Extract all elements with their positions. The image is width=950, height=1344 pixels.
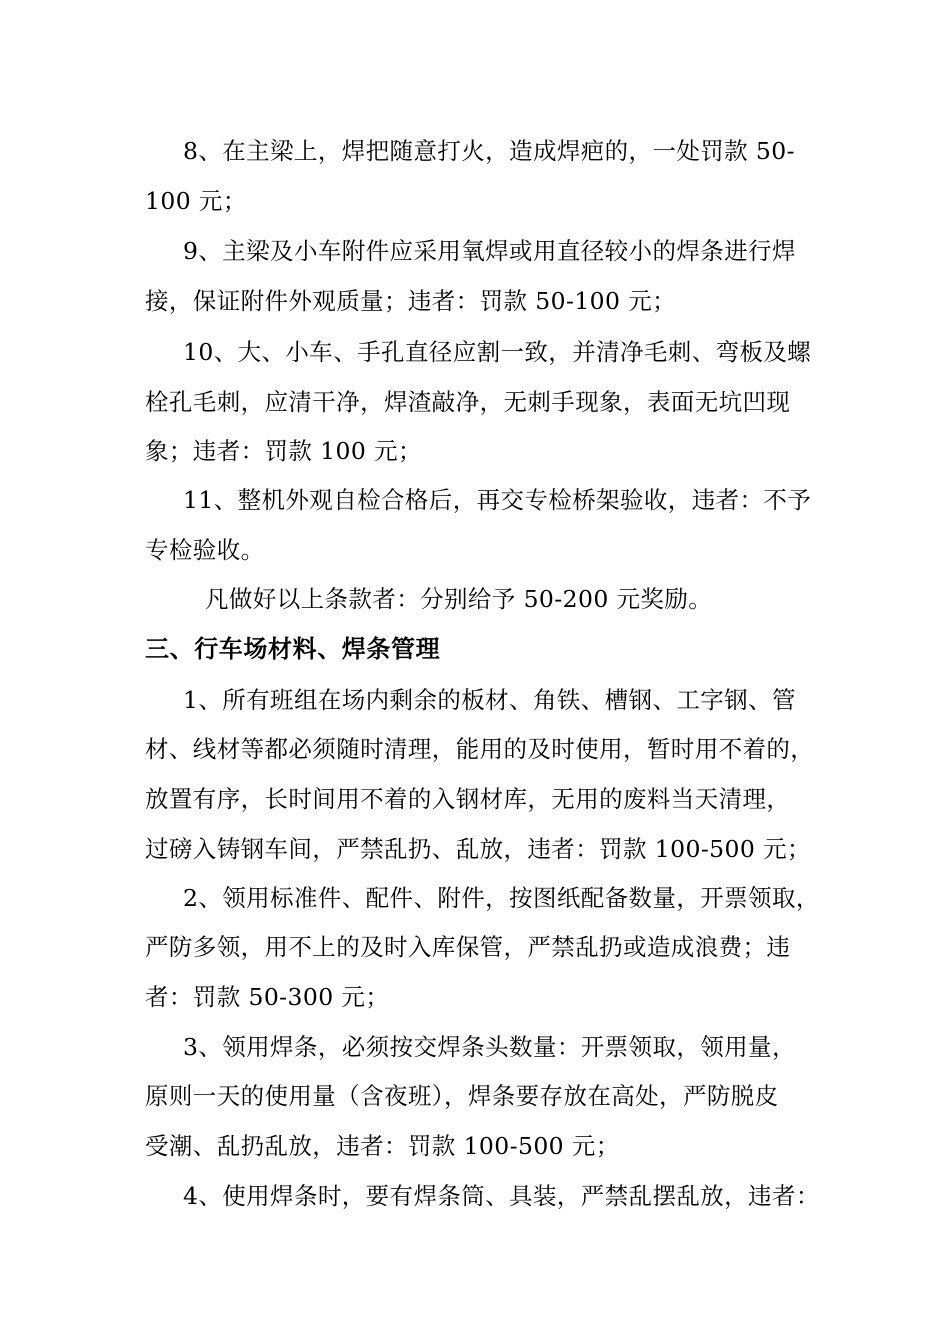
clause-10-line-1: 10、大、小车、手孔直径应割一致，并清净毛刺、弯板及螺 bbox=[183, 338, 812, 366]
material-clause-2-line-2: 严防多领，用不上的及时入库保管，严禁乱扔或造成浪费；违 bbox=[145, 933, 791, 961]
clause-11-line-2: 专检验收。 bbox=[145, 536, 265, 564]
material-clause-1-line-3: 放置有序，长时间用不着的入钢材库，无用的废料当天清理， bbox=[145, 785, 791, 813]
material-clause-3-line-2: 原则一天的使用量（含夜班），焊条要存放在高处，严防脱皮 bbox=[145, 1082, 779, 1110]
clause-8-line-2: 100 元； bbox=[145, 187, 247, 215]
clause-11-line-1: 11、整机外观自检合格后，再交专检桥架验收，违者：不予 bbox=[183, 486, 812, 514]
material-clause-2-line-3: 者：罚款 50-300 元； bbox=[145, 983, 390, 1011]
section-heading: 三、行车场材料、焊条管理 bbox=[145, 635, 441, 663]
reward-note: 凡做好以上条款者：分别给予 50-200 元奖励。 bbox=[205, 585, 713, 613]
material-clause-2-line-1: 2、领用标准件、配件、附件，按图纸配备数量，开票领取， bbox=[183, 884, 820, 912]
material-clause-3-line-3: 受潮、乱扔乱放，违者：罚款 100-500 元； bbox=[145, 1132, 620, 1160]
material-clause-3-line-1: 3、领用焊条，必须按交焊条头数量：开票领取，领用量， bbox=[183, 1033, 796, 1061]
clause-10-line-3: 象；违者：罚款 100 元； bbox=[145, 437, 422, 465]
clause-9-line-2: 接，保证附件外观质量；违者：罚款 50-100 元； bbox=[145, 287, 677, 315]
material-clause-1-line-1: 1、所有班组在场内剩余的板材、角铁、槽钢、工字钢、管 bbox=[183, 686, 796, 714]
material-clause-1-line-4: 过磅入铸钢车间，严禁乱扔、乱放，违者：罚款 100-500 元； bbox=[145, 835, 811, 863]
material-clause-1-line-2: 材、线材等都必须随时清理，能用的及时使用，暂时用不着的， bbox=[145, 735, 815, 763]
clause-9-line-1: 9、主梁及小车附件应采用氧焊或用直径较小的焊条进行焊 bbox=[183, 237, 796, 265]
clause-10-line-2: 栓孔毛刺，应清干净，焊渣敲净，无刺手现象，表面无坑凹现 bbox=[145, 388, 791, 416]
clause-8-line-1: 8、在主梁上，焊把随意打火，造成焊疤的，一处罚款 50- bbox=[183, 137, 795, 165]
material-clause-4-line-1: 4、使用焊条时，要有焊条筒、具装，严禁乱摆乱放，违者： bbox=[183, 1182, 820, 1210]
